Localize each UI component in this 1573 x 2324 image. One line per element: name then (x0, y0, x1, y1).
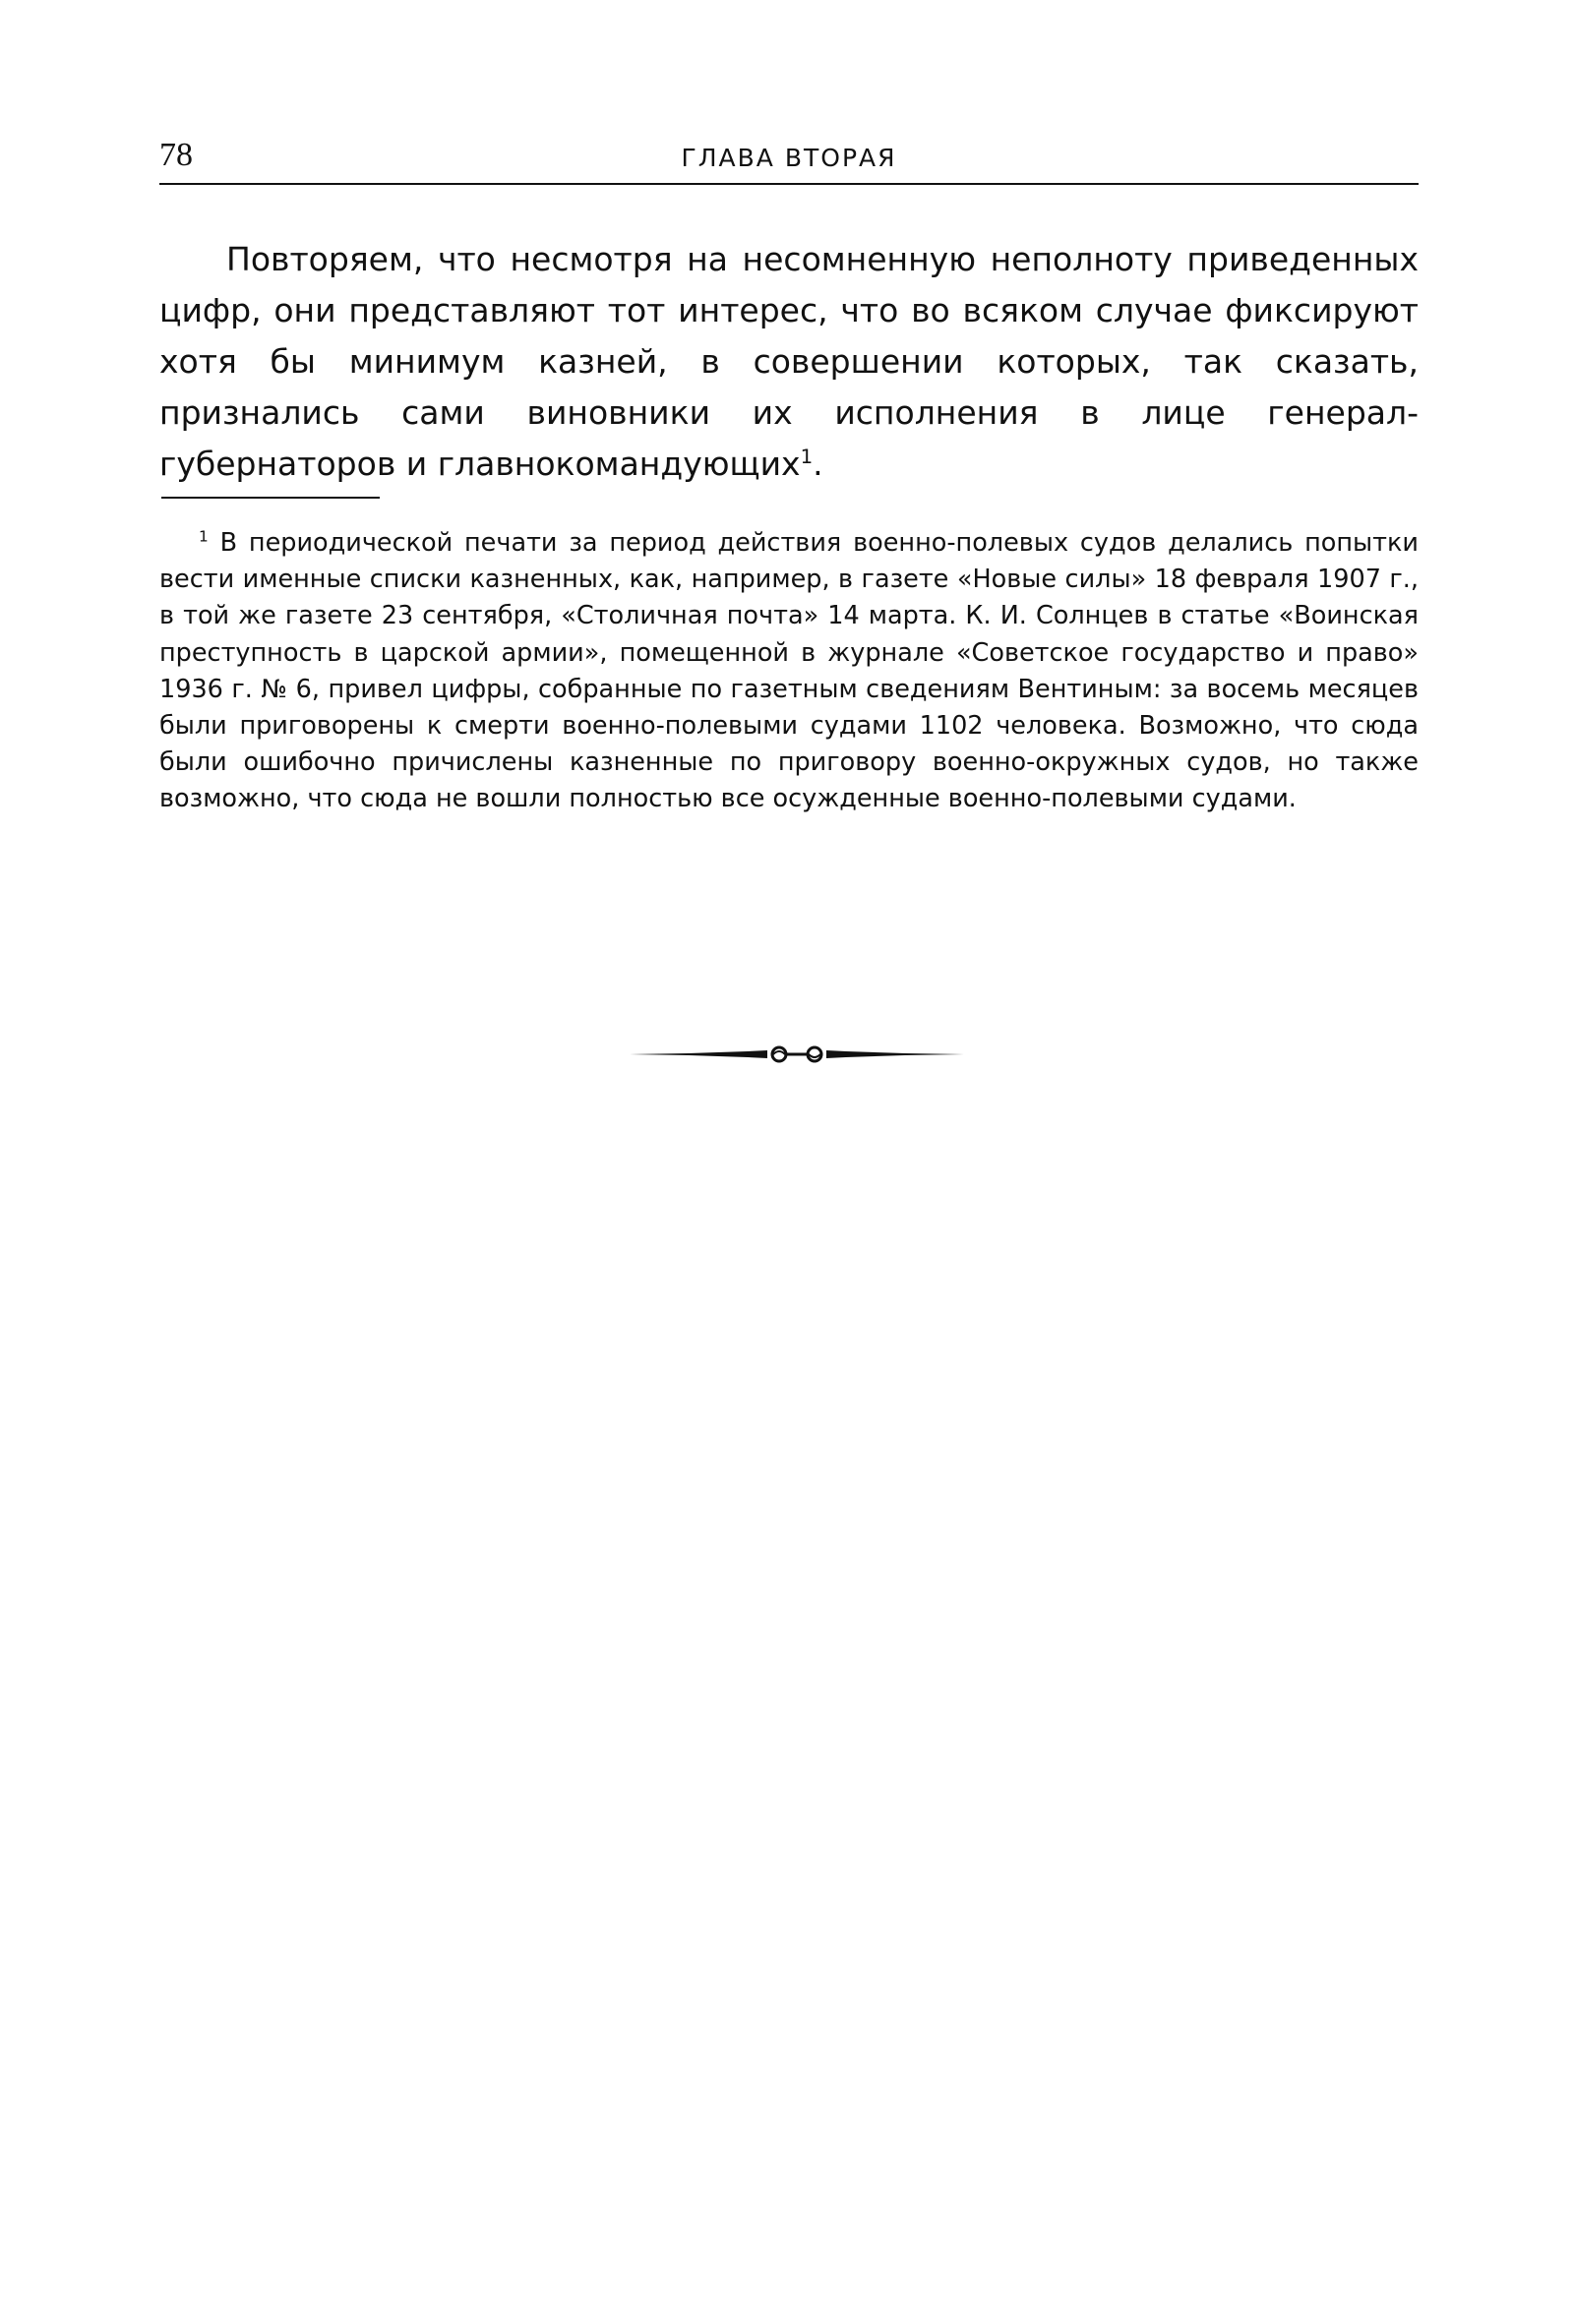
main-paragraph (159, 234, 1419, 490)
footnote-rule (161, 497, 380, 499)
page-header (159, 128, 1419, 187)
footnote-text: В периодической печати за период действия военно-полевых судов делались попытки вести именные списки казненных, как, например, в газете «Новые силы» 18 февраля 1907 г., в той же газете 23 сентября, «Столичная почта» 14 марта. К. И. Солнцев в статье «Воинская преступность в царской армии», помещенной в журнале «Советское государство и право» 1936 г. № 6, привел цифры, собранные по газетным сведениям Вентиным: за восемь месяцев были приговорены к смерти военно-полевыми судами 1102 человека. Возможно, что сюда были ошибочно причислены казненные по приговору военно-окружных судов, но также возможно, что сюда не вошли полностью все осужденные военно-полевыми судами. (159, 528, 1419, 814)
footnote (159, 525, 1419, 818)
footnote-marker: 1 (199, 527, 209, 546)
paragraph-text: Повторяем, что несмотря на несомненную неполноту приведенных цифр, они представляют тот интерес, что во всяком случае фиксируют хотя бы минимум казней, в совершении которых, так сказать, признались сами виновники их исполнения в лице генерал-губернаторов и главнокомандующих (159, 240, 1419, 483)
header-rule (159, 183, 1419, 185)
end-of-chapter-ornament-icon (630, 1043, 964, 1066)
footnote-reference[interactable]: 1 (800, 446, 814, 468)
page-number: 78 (159, 137, 193, 173)
running-head: ГЛАВА ВТОРАЯ (681, 144, 897, 172)
paragraph-end: . (813, 445, 823, 483)
